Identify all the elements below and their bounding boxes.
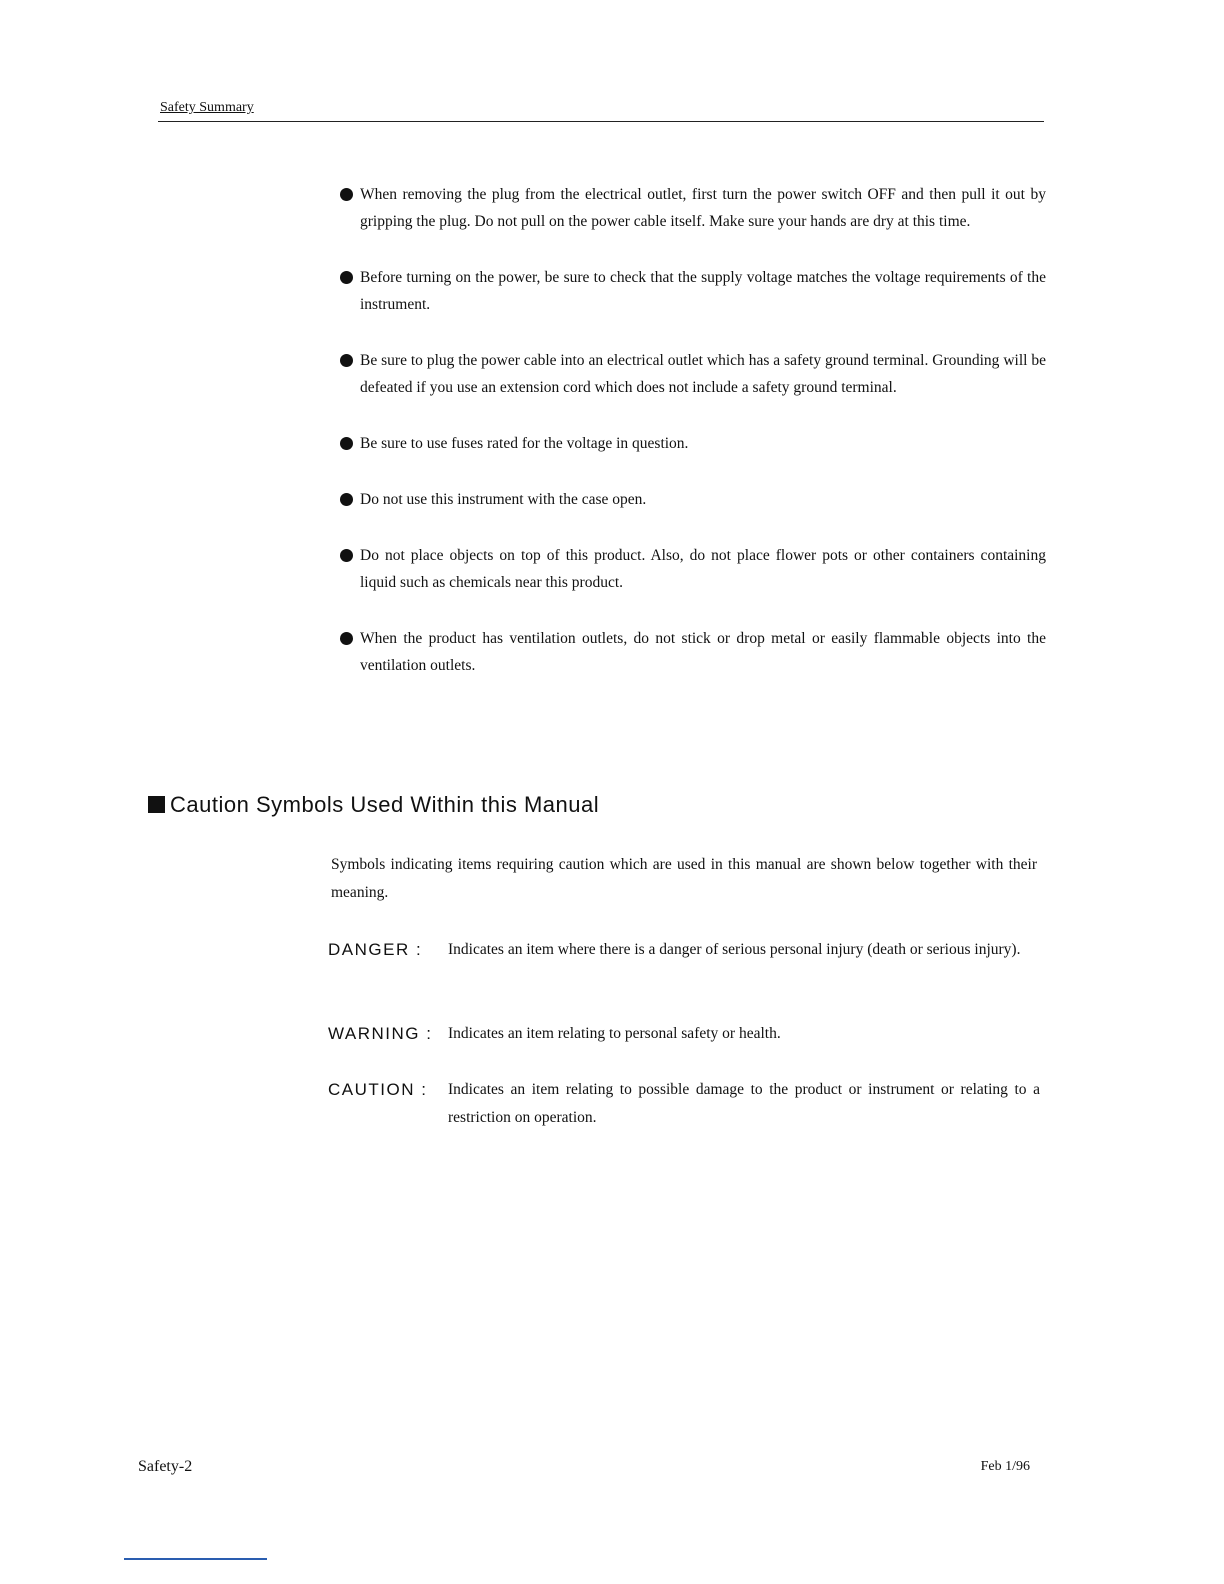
footer-date: Feb 1/96: [980, 1459, 1030, 1474]
bullet-dot-icon: [340, 549, 353, 562]
bullet-text: When the product has ventilation outlets, do not stick or drop metal or easily flammable objects into the ventilation outlets.: [360, 630, 1046, 674]
symbol-row-caution: [328, 1076, 1040, 1132]
bullet-item: [340, 542, 1046, 596]
bottom-rule: [124, 1558, 267, 1560]
bullet-item: [340, 430, 1046, 457]
symbol-description-warning: Indicates an item relating to personal safety or health.: [448, 1025, 781, 1042]
bullet-item: [340, 625, 1046, 679]
bullet-text: Do not place objects on top of this product. Also, do not place flower pots or other containers containing liquid such as chemicals near this product.: [360, 547, 1046, 591]
bullet-text: Be sure to use fuses rated for the voltage in question.: [360, 435, 689, 452]
bullet-dot-icon: [340, 271, 353, 284]
header-title: Safety Summary: [160, 100, 254, 115]
symbol-row-danger: [328, 936, 1040, 964]
section-heading: [148, 790, 599, 820]
bullet-text: Be sure to plug the power cable into an electrical outlet which has a safety ground terminal. Grounding will be defeated if you use an extension cord which does not include a safety ground terminal.: [360, 352, 1046, 396]
bullet-dot-icon: [340, 632, 353, 645]
bullet-text: When removing the plug from the electrical outlet, first turn the power switch OFF and then pull it out by gripping the plug. Do not pull on the power cable itself. Make sure your hands are dry at this time.: [360, 186, 1046, 230]
symbol-row-warning: [328, 1020, 1040, 1048]
page-header: [158, 99, 1044, 122]
square-bullet-icon: [148, 796, 165, 813]
bullet-text: Do not use this instrument with the case open.: [360, 491, 647, 508]
symbol-term-caution: CAUTION :: [328, 1080, 428, 1099]
bullet-dot-icon: [340, 188, 353, 201]
safety-bullet-list: [340, 181, 1046, 679]
bullet-dot-icon: [340, 493, 353, 506]
bullet-item: [340, 486, 1046, 513]
symbol-term-warning: WARNING :: [328, 1024, 433, 1043]
section-heading-text: Caution Symbols Used Within this Manual: [170, 792, 600, 817]
footer-page-label: Safety-2: [138, 1458, 193, 1475]
bullet-item: [340, 181, 1046, 235]
bullet-dot-icon: [340, 354, 353, 367]
symbol-term-danger: DANGER :: [328, 940, 423, 959]
symbol-description-caution: Indicates an item relating to possible damage to the product or instrument or relating to a restriction on operation.: [448, 1081, 1040, 1126]
bullet-dot-icon: [340, 437, 353, 450]
symbol-description-danger: Indicates an item where there is a danger of serious personal injury (death or serious injury).: [448, 941, 1021, 958]
bullet-item: [340, 264, 1046, 318]
bullet-text: Before turning on the power, be sure to check that the supply voltage matches the voltage requirements of the instrument.: [360, 269, 1046, 313]
bullet-item: [340, 347, 1046, 401]
section-intro: Symbols indicating items requiring caution which are used in this manual are shown below together with their meaning.: [331, 856, 1037, 901]
